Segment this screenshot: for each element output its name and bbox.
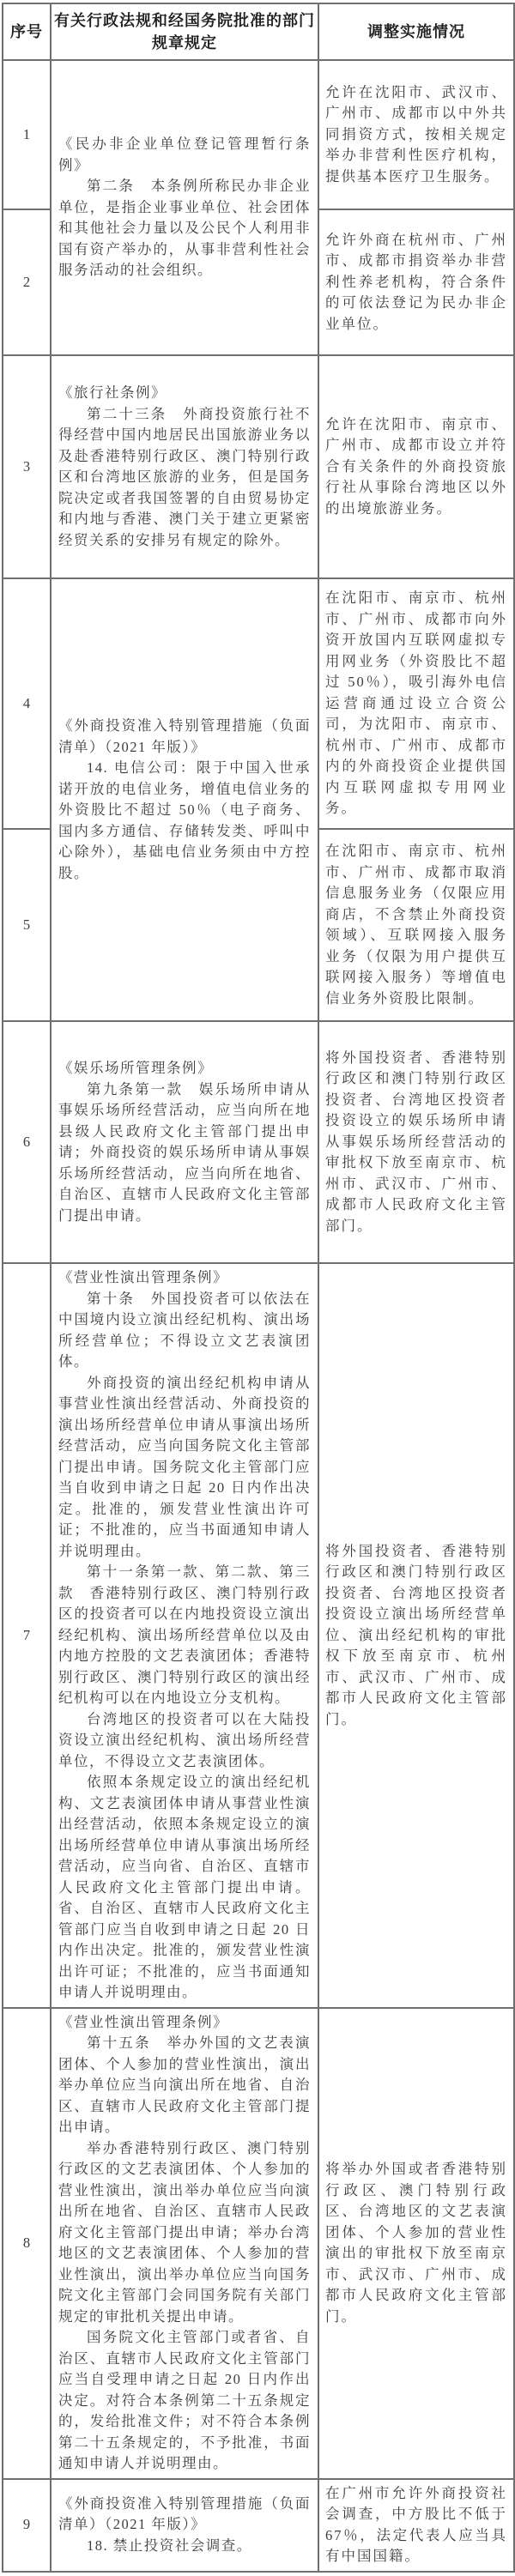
adjustment-text: 允许外商在杭州市、广州市、成都市捐资举办非营利性养老机构，符合条件的可依法登记为民办非企业单位。 <box>325 231 507 332</box>
table-row <box>3 2008 514 2479</box>
serial-cell-5: 5 <box>3 829 51 1021</box>
table-row <box>3 1263 514 2008</box>
table-header-row <box>3 3 514 60</box>
table-row <box>3 578 514 829</box>
regulation-paragraph: 14. 电信公司：限于中国入世承诺开放的电信业务，增值电信业务的外资股比不超过 50％（电子商务、国内多方通信、存储转发类、呼叫中心除外），基础电信业务须由中方控股。 <box>58 759 311 881</box>
regulation-paragraph: 第二十三条 外商投资旅行社不得经营中国内地居民出国旅游业务以及赴香港特别行政区、澳门特别行政区和台湾地区旅游的业务，但是国务院决定或者我国签署的自由贸易协定和内地与香港、澳门关于建立更紧密经贸关系的安排另有规定的除外。 <box>58 405 311 548</box>
adjustment-text: 允许在沈阳市、南京市、广州市、成都市设立并符合有关条件的外商投资旅行社从事除台湾地区以外的出境旅游业务。 <box>325 415 507 517</box>
regulation-cell-7 <box>51 1263 318 2008</box>
adjustment-text: 将外国投资者、香港特别行政区和澳门特别行政区投资者、台湾地区投资者投资设立的娱乐场所申请从事娱乐场所经营活动的审批权下放至南京市、杭州市、武汉市、广州市、成都市人民政府文化主管部门。 <box>325 1049 507 1234</box>
adjustment-cell-8 <box>318 2008 514 2479</box>
regulation-title: 《营业性演出管理条例》 <box>58 2013 228 2030</box>
regulation-title: 《民办非企业单位登记管理暂行条例》 <box>58 136 311 173</box>
regulation-title: 《外商投资准入特别管理措施（负面清单）（2021 年版）》 <box>58 717 311 755</box>
regulation-paragraph: 依照本条规定设立的演出经纪机构、文艺表演团体申请从事营业性演出经营活动，依照本条规定设立的演出场所经营单位申请从事演出场所经营活动，应当向省、自治区、直辖市人民政府文化主管部门提出申请。省、自治区、直辖市人民政府文化主管部门应当自收到申请之日起 20 日内作出决定。批准的，颁发营业性演出许可证；不批准的，应当书面通知申请人并说明理由。 <box>58 1774 311 2000</box>
adjustment-cell-5 <box>318 829 514 1021</box>
adjustment-cell-3 <box>318 355 514 578</box>
regulation-paragraph: 举办香港特别行政区、澳门特别行政区的文艺表演团体、个人参加的营业性演出，演出举办单位应当向演出所在地省、自治区、直辖市人民政府文化主管部门提出申请；举办台湾地区的文艺表演团体、个人参加的营业性演出，演出举办单位应当向国务院文化主管部门会同国务院有关部门规定的审批机关提出申请。 <box>58 2139 311 2325</box>
regulation-cell-3 <box>51 355 318 578</box>
regulation-paragraph: 第十五条 举办外国的文艺表演团体、个人参加的营业性演出，演出举办单位应当向演出所在地省、自治区、直辖市人民政府文化主管部门提出申请。 <box>58 2035 311 2135</box>
regulation-cell-8 <box>51 2008 318 2479</box>
adjustment-text: 在沈阳市、南京市、杭州市、广州市、成都市向外资开放国内互联网虚拟专用网业务（外资股比不超过 50％），吸引海外电信运营商通过设立合资公司，为沈阳市、南京市、杭州市、广州市、成都市内的外商投资企业提供国内互联网虚拟专用网业务。 <box>325 590 507 817</box>
regulation-title: 《营业性演出管理条例》 <box>58 1269 228 1285</box>
adjustment-cell-6 <box>318 1021 514 1263</box>
adjustment-text: 允许在沈阳市、武汉市、广州市、成都市以中外共同捐资方式，按相关规定举办非营利性医疗机构，提供基本医疗卫生服务。 <box>325 83 507 184</box>
serial-cell-1: 1 <box>3 60 51 209</box>
regulation-paragraph: 第九条第一款 娱乐场所申请从事娱乐场所经营活动，应当向所在地县级人民政府文化主管部门提出申请；外商投资的娱乐场所申请从事娱乐场所经营活动，应当向所在地省、自治区、直辖市人民政府文化主管部门提出申请。 <box>58 1080 311 1224</box>
serial-cell-7: 7 <box>3 1263 51 2008</box>
regulation-cell-4-5 <box>51 578 318 1021</box>
adjustment-text: 在广州市允许外商投资社会调查，中方股比不低于67％，法定代表人应当具有中国国籍。 <box>325 2484 507 2564</box>
table-row <box>3 60 514 209</box>
regulation-paragraph: 国务院文化主管部门或者省、自治区、直辖市人民政府文化主管部门应当自受理申请之日起 20 日内作出决定。对符合本条例第二十五条规定的，发给批准文件；对不符合本条例第二十五条规定的，不予批准，书面通知申请人并说明理由。 <box>58 2329 311 2471</box>
serial-cell-4: 4 <box>3 578 51 829</box>
header-regulation: 有关行政法规和经国务院批准的部门规章规定 <box>51 3 318 60</box>
table-row <box>3 1021 514 1263</box>
regulation-cell-9 <box>51 2479 318 2572</box>
serial-cell-8: 8 <box>3 2008 51 2479</box>
adjustment-cell-9 <box>318 2479 514 2572</box>
regulation-title: 《娱乐场所管理条例》 <box>58 1060 213 1076</box>
regulation-paragraph: 第二条 本条例所称民办非企业单位，是指企业事业单位、社会团体和其他社会力量以及公民个人利用非国有资产举办的，从事非营利性社会服务活动的社会组织。 <box>58 178 311 279</box>
regulation-paragraph: 第十条 外国投资者可以依法在中国境内设立演出经纪机构、演出场所经营单位；不得设立文艺表演团体。 <box>58 1290 311 1370</box>
table-row <box>3 355 514 578</box>
adjustment-cell-7 <box>318 1263 514 2008</box>
regulation-paragraph: 外商投资的演出经纪机构申请从事营业性演出经营活动、外商投资的演出场所经营单位申请从事演出场所经营活动，应当向国务院文化主管部门提出申请。国务院文化主管部门应当自收到申请之日起 20 日内作出决定。批准的，颁发营业性演出许可证；不批准的，应当书面通知申请人并说明理由。 <box>58 1374 311 1559</box>
adjustment-cell-2 <box>318 209 514 355</box>
adjustment-text: 在沈阳市、南京市、杭州市、广州市、成都市取消信息服务业务（仅限应用商店，不含禁止外商投资领域）、互联网接入服务业务（仅限为用户提供互联网接入服务）等增值电信业务外资股比限制。 <box>325 843 507 1007</box>
adjustment-text: 将举办外国或者香港特别行政区、澳门特别行政区、台湾地区的文艺表演团体、个人参加的营业性演出的审批权下放至南京市、武汉市、广州市、成都市人民政府文化主管部门。 <box>325 2161 507 2325</box>
serial-cell-9: 9 <box>3 2479 51 2572</box>
serial-cell-3: 3 <box>3 355 51 578</box>
regulation-cell-1-2 <box>51 60 318 355</box>
regulation-title: 《旅行社条例》 <box>58 384 167 401</box>
serial-cell-2: 2 <box>3 209 51 355</box>
header-adjustment: 调整实施情况 <box>318 3 514 60</box>
header-serial: 序号 <box>3 3 51 60</box>
regulation-paragraph: 台湾地区的投资者可以在大陆投资设立演出经纪机构、演出场所经营单位，不得设立文艺表演团体。 <box>58 1710 311 1769</box>
adjustment-text: 将外国投资者、香港特别行政区和澳门特别行政区投资者、台湾地区投资者投资设立演出场所经营单位、演出经纪机构的审批权下放至南京市、杭州市、武汉市、广州市、成都市人民政府文化主管部门。 <box>325 1542 507 1727</box>
regulation-paragraph: 18. 禁止投资社会调查。 <box>87 2537 252 2554</box>
regulation-paragraph: 第十一条第一款、第二款、第三款 香港特别行政区、澳门特别行政区的投资者可以在内地投资设立演出经纪机构、演出场所经营单位以及由内地方控股的文艺表演团体；香港特别行政区、澳门特别行政区的演出经纪机构可以在内地设立分支机构。 <box>58 1563 311 1706</box>
serial-cell-6: 6 <box>3 1021 51 1263</box>
adjustment-cell-1 <box>318 60 514 209</box>
regulation-title: 《外商投资准入特别管理措施（负面清单）（2021 年版）》 <box>58 2494 311 2533</box>
adjustment-cell-4 <box>318 578 514 829</box>
regulations-table <box>2 3 515 2573</box>
regulation-cell-6 <box>51 1021 318 1263</box>
table-row <box>3 2479 514 2572</box>
